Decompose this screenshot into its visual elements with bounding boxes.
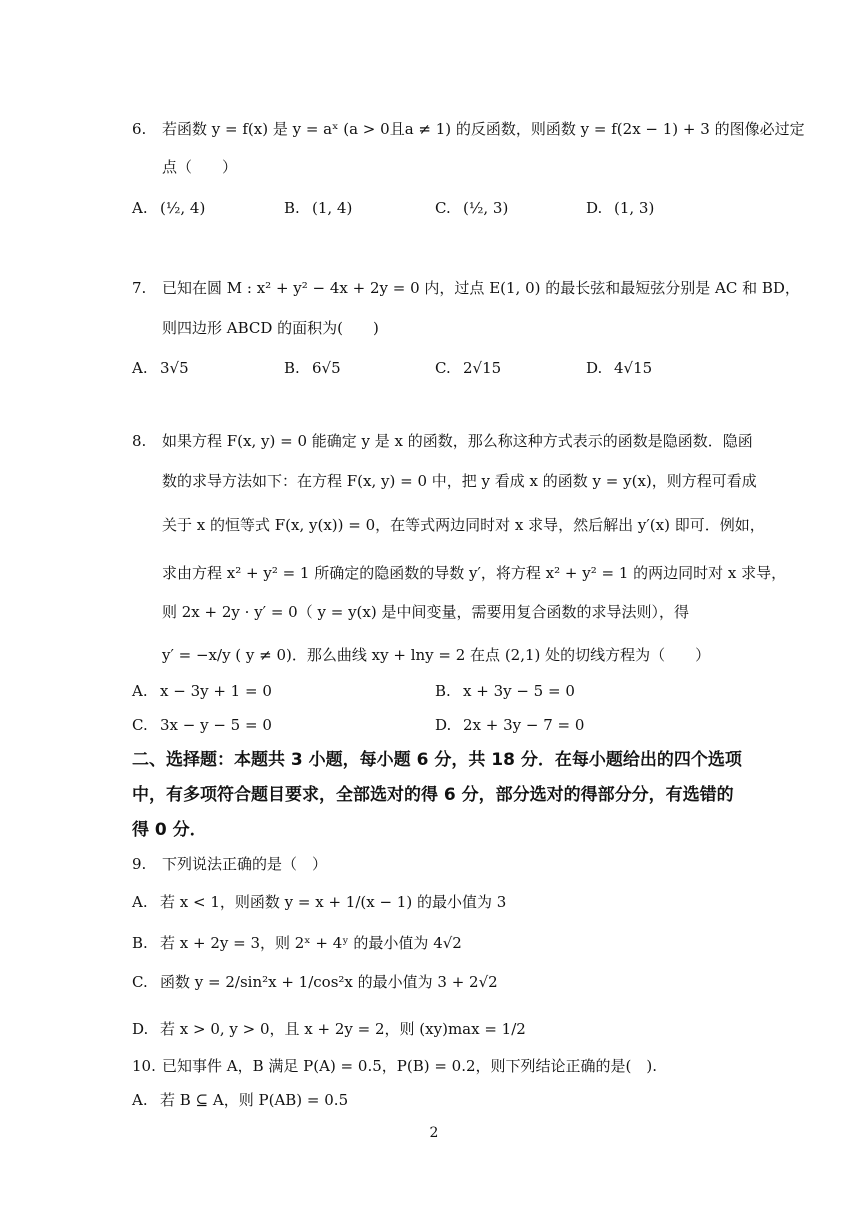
q7-stem-line1: 已知在圆 M : x² + y² − 4x + 2y = 0 内，过点 E(1, 0) 的最长弦和最短弦分别是 AC 和 BD， bbox=[162, 279, 800, 297]
q8-option-b[interactable] bbox=[435, 680, 575, 702]
option-key: B. bbox=[284, 199, 300, 217]
option-key: C. bbox=[435, 359, 451, 377]
option-text: 2√15 bbox=[463, 359, 502, 377]
q9-stem: 下列说法正确的是（ ） bbox=[162, 855, 328, 873]
option-text: 若 x + 2y = 3，则 2ˣ + 4ʸ 的最小值为 4√2 bbox=[160, 934, 462, 952]
option-text: 若 B ⊆ A，则 P(AB) = 0.5 bbox=[160, 1091, 349, 1109]
q6-stem-line2: 点（ ） bbox=[162, 158, 238, 176]
q8-stem-line1: 如果方程 F(x, y) = 0 能确定 y 是 x 的函数，那么称这种方式表示的函数是隐函数．隐函 bbox=[162, 432, 753, 450]
option-key: A. bbox=[132, 359, 148, 377]
option-text: (½, 4) bbox=[160, 199, 206, 217]
option-text: 3x − y − 5 = 0 bbox=[160, 716, 272, 734]
q8-stem-line2: 数的求导方法如下：在方程 F(x, y) = 0 中，把 y 看成 x 的函数 y = y(x)，则方程可看成 bbox=[162, 472, 757, 490]
q6-option-d[interactable] bbox=[586, 197, 654, 219]
q7-stem-line2: 则四边形 ABCD 的面积为( ) bbox=[162, 319, 379, 337]
q7-option-b[interactable] bbox=[284, 357, 341, 379]
q6-option-a[interactable] bbox=[132, 197, 205, 219]
q8-stem-line3: 关于 x 的恒等式 F(x, y(x)) = 0，在等式两边同时对 x 求导，然后解出 y′(x) 即可．例如， bbox=[162, 516, 765, 534]
q10-stem: 已知事件 A，B 满足 P(A) = 0.5，P(B) = 0.2，则下列结论正确的是( ). bbox=[162, 1057, 658, 1075]
q10-option-a[interactable] bbox=[132, 1089, 348, 1111]
q8-option-a[interactable] bbox=[132, 680, 272, 702]
q6-option-c[interactable] bbox=[435, 197, 508, 219]
q7-option-d[interactable] bbox=[586, 357, 652, 379]
option-text: 2x + 3y − 7 = 0 bbox=[463, 716, 585, 734]
q8-stem-line4: 求由方程 x² + y² = 1 所确定的隐函数的导数 y′，将方程 x² + y² = 1 的两边同时对 x 求导， bbox=[162, 564, 787, 582]
option-text: 函数 y = 2/sin²x + 1/cos²x 的最小值为 3 + 2√2 bbox=[160, 973, 498, 991]
section2-heading-line1: 二、选择题：本题共 3 小题，每小题 6 分，共 18 分．在每小题给出的四个选项 bbox=[132, 750, 742, 770]
q8-option-d[interactable] bbox=[435, 714, 584, 736]
option-key: D. bbox=[132, 1020, 149, 1038]
q6-number: 6. bbox=[132, 120, 147, 138]
option-key: A. bbox=[132, 199, 148, 217]
option-key: A. bbox=[132, 1091, 148, 1109]
q9-number: 9. bbox=[132, 855, 147, 873]
q9-option-a[interactable] bbox=[132, 891, 506, 913]
option-text: 若 x < 1，则函数 y = x + 1/(x − 1) 的最小值为 3 bbox=[160, 893, 507, 911]
option-key: A. bbox=[132, 893, 148, 911]
q7-option-c[interactable] bbox=[435, 357, 501, 379]
option-key: C. bbox=[132, 716, 148, 734]
option-key: D. bbox=[435, 716, 452, 734]
option-text: 6√5 bbox=[312, 359, 341, 377]
option-key: B. bbox=[132, 934, 148, 952]
option-text: 4√15 bbox=[614, 359, 653, 377]
q10-number: 10. bbox=[132, 1057, 156, 1075]
q8-stem-line5: 则 2x + 2y · y′ = 0（ y = y(x) 是中间变量，需要用复合函数的求导法则），得 bbox=[162, 603, 689, 621]
q8-stem-line6: y′ = −x/y ( y ≠ 0)．那么曲线 xy + lny = 2 在点 (2,1) 处的切线方程为（ ） bbox=[162, 646, 711, 664]
q9-option-c[interactable] bbox=[132, 971, 498, 993]
option-text: (1, 4) bbox=[312, 199, 353, 217]
q6-option-b[interactable] bbox=[284, 197, 352, 219]
option-key: D. bbox=[586, 199, 603, 217]
section2-heading-line3: 得 0 分． bbox=[132, 820, 207, 840]
option-key: B. bbox=[435, 682, 451, 700]
option-key: B. bbox=[284, 359, 300, 377]
q7-number: 7. bbox=[132, 279, 147, 297]
option-key: C. bbox=[435, 199, 451, 217]
page-number: 2 bbox=[429, 1125, 439, 1141]
q9-option-d[interactable] bbox=[132, 1018, 526, 1040]
option-text: (½, 3) bbox=[463, 199, 509, 217]
option-key: C. bbox=[132, 973, 148, 991]
option-key: D. bbox=[586, 359, 603, 377]
option-text: 若 x > 0, y > 0，且 x + 2y = 2，则 (xy)max = 1/2 bbox=[160, 1020, 526, 1038]
q6-stem-line1: 若函数 y = f(x) 是 y = aˣ (a > 0且a ≠ 1) 的反函数，则函数 y = f(2x − 1) + 3 的图像必过定 bbox=[162, 120, 805, 138]
q8-number: 8. bbox=[132, 432, 147, 450]
q9-option-b[interactable] bbox=[132, 932, 462, 954]
option-text: x − 3y + 1 = 0 bbox=[160, 682, 272, 700]
option-text: 3√5 bbox=[160, 359, 189, 377]
q7-option-a[interactable] bbox=[132, 357, 189, 379]
option-key: A. bbox=[132, 682, 148, 700]
option-text: (1, 3) bbox=[614, 199, 655, 217]
section2-heading-line2: 中，有多项符合题目要求，全部选对的得 6 分，部分选对的得部分分，有选错的 bbox=[132, 785, 734, 805]
q8-option-c[interactable] bbox=[132, 714, 272, 736]
option-text: x + 3y − 5 = 0 bbox=[463, 682, 575, 700]
